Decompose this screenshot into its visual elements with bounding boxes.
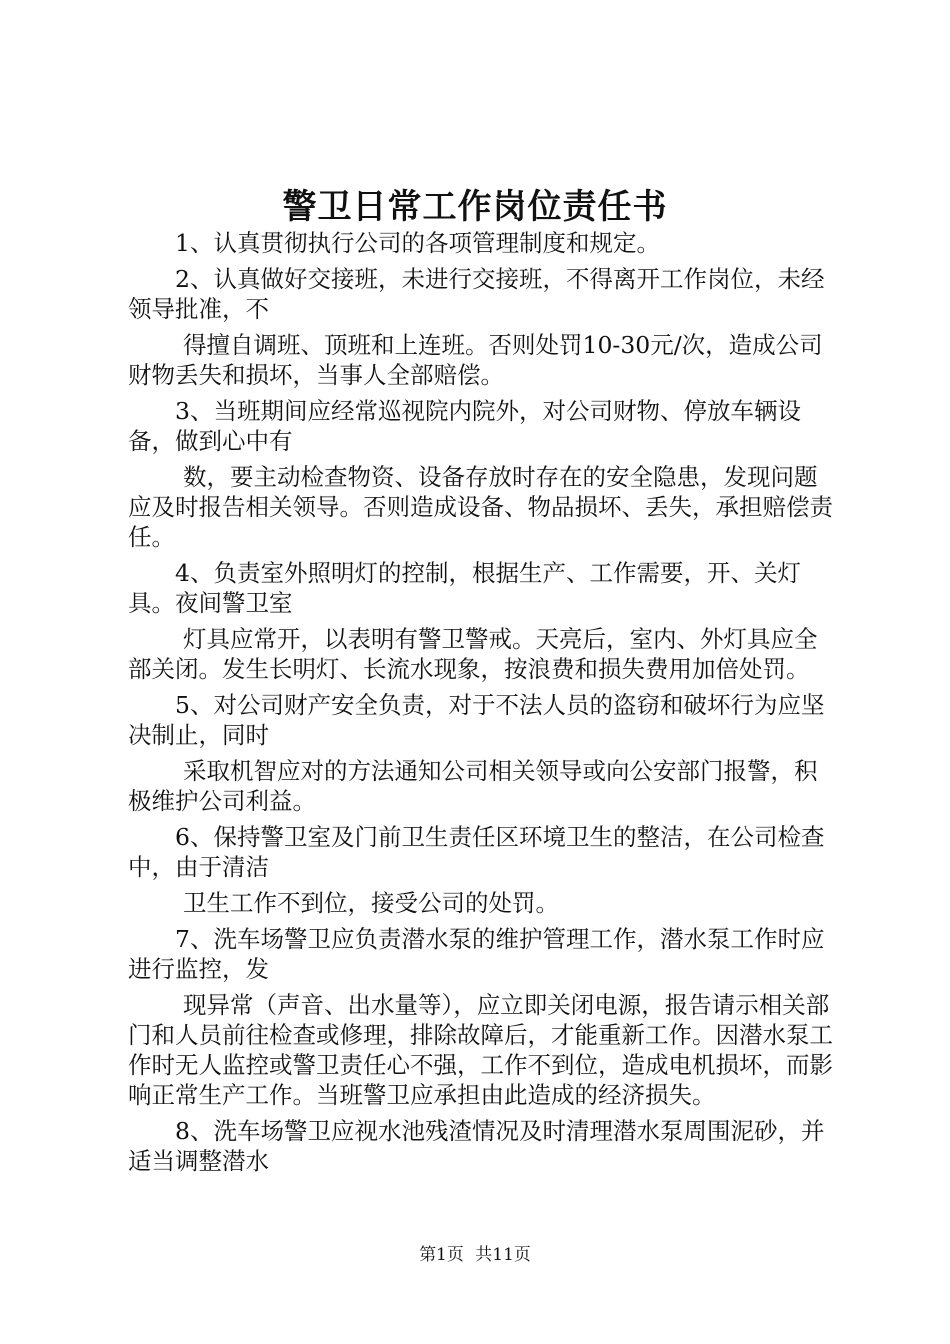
paragraph-4-continued: 灯具应常开，以表明有警卫警戒。天亮后，室内、外灯具应全部关闭。发生长明灯、长流水现象，按浪费和损失费用加倍处罚。	[128, 625, 818, 683]
paragraph-2: 2、认真做好交接班，未进行交接班，不得离开工作岗位，未经领导批准，不	[128, 265, 825, 323]
paragraph-6-continued: 卫生工作不到位，接受公司的处罚。	[183, 889, 559, 917]
paragraph-8: 8、洗车场警卫应视水池残渣情况及时清理潜水泵周围泥砂，并适当调整潜水	[128, 1117, 825, 1175]
page-number: 第1页	[419, 1245, 464, 1265]
paragraph-7-continued: 现异常（声音、出水量等），应立即关闭电源，报告请示相关部门和人员前往检查或修理，排除故障后，才能重新工作。因潜水泵工作时无人监控或警卫责任心不强，工作不到位，造成电机损坏，而影响正常生产工作。当班警卫应承担由此造成的经济损失。	[128, 991, 833, 1109]
paragraph-3-continued: 数，要主动检查物资、设备存放时存在的安全隐患，发现问题应及时报告相关领导。否则造成设备、物品损坏、丢失，承担赔偿责任。	[128, 463, 833, 551]
paragraph-6: 6、保持警卫室及门前卫生责任区环境卫生的整洁，在公司检查中，由于清洁	[128, 823, 825, 881]
page-total: 共11页	[475, 1245, 531, 1265]
paragraph-5: 5、对公司财产安全负责，对于不法人员的盗窃和破坏行为应坚决制止，同时	[128, 691, 825, 749]
paragraph-2-continued: 得擅自调班、顶班和上连班。否则处罚10-30元/次，造成公司财物丢失和损坏，当事人全部赔偿。	[128, 331, 823, 389]
paragraph-1: 1、认真贯彻执行公司的各项管理制度和规定。	[175, 229, 660, 257]
paragraph-5-continued: 采取机智应对的方法通知公司相关领导或向公安部门报警，积极维护公司利益。	[128, 757, 818, 815]
document-title: 警卫日常工作岗位责任书	[282, 187, 668, 227]
paragraph-4: 4、负责室外照明灯的控制，根据生产、工作需要，开、关灯具。夜间警卫室	[128, 559, 801, 617]
paragraph-3: 3、当班期间应经常巡视院内院外，对公司财物、停放车辆设备，做到心中有	[128, 397, 801, 455]
page-footer	[0, 1243, 950, 1267]
paragraph-7: 7、洗车场警卫应负责潜水泵的维护管理工作，潜水泵工作时应进行监控，发	[128, 925, 825, 983]
document-body	[128, 228, 833, 1182]
